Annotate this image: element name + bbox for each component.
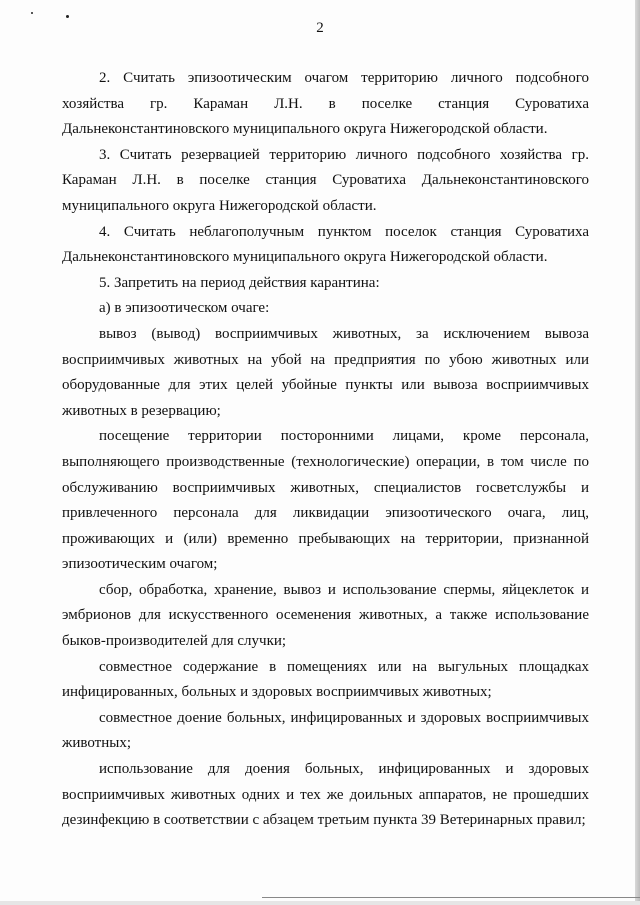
paragraph-ban-sperm: сбор, обработка, хранение, вывоз и использование спермы, яйцеклеток и эмбрионов для искусственного осеменения животных, а также использование быков-производителей для случки; [62, 581, 589, 650]
paragraph-ban-joint-keeping: совместное содержание в помещениях или на выгульных площадках инфицированных, больных и здоровых восприимчивых животных; [62, 658, 589, 701]
page-number: 2 [316, 20, 324, 36]
scan-edge [635, 0, 640, 905]
paragraph-ban-visits: посещение территории посторонними лицами, кроме персонала, выполняющего производственные (технологические) операции, в том числе по обслуживанию восприимчивых животных, специалистов госветслужбы и привлеченного персонала для ликвидации эпизоотического очага, лиц, проживающих и (или) временно пребывающих на территории, признанной эпизоотическим очагом; [62, 428, 589, 573]
paragraph-item-3: 3. Считать резервацией территорию личного подсобного хозяйства гр. Караман Л.Н. в поселке станция Суроватиха Дальнеконстантиновского муниципального округа Нижегородской области. [62, 146, 589, 214]
scan-speck [31, 12, 33, 14]
document-body [62, 66, 589, 834]
paragraph-ban-export: вывоз (вывод) восприимчивых животных, за исключением вывоза восприимчивых животных на убой на предприятия по убою животных или оборудованные для этих целей убойные пункты или вывоза восприимчивых животных в резервацию; [62, 325, 589, 419]
paragraph-item-4: 4. Считать неблагополучным пунктом поселок станция Суроватиха Дальнеконстантиновского муниципального округа Нижегородской области. [62, 223, 589, 266]
scan-bottom-line [262, 897, 640, 898]
paragraph-ban-milking-equipment: использование для доения больных, инфицированных и здоровых восприимчивых животных одних и тех же доильных аппаратов, не прошедших дезинфекцию в соответствии с абзацем третьим пункта 39 Ветеринарных правил; [62, 761, 589, 829]
scan-bottom-edge [0, 901, 640, 905]
scan-speck [66, 15, 69, 18]
paragraph-subitem-a: а) в эпизоотическом очаге: [99, 300, 270, 317]
paragraph-item-2: 2. Считать эпизоотическим очагом территорию личного подсобного хозяйства гр. Караман Л.Н. в поселке станция Суроватиха Дальнеконстантиновского муниципального округа Нижегородской области. [62, 70, 589, 138]
paragraph-ban-joint-milking: совместное доение больных, инфицированных и здоровых восприимчивых животных; [62, 709, 589, 752]
paragraph-item-5: 5. Запретить на период действия карантина: [99, 274, 380, 291]
